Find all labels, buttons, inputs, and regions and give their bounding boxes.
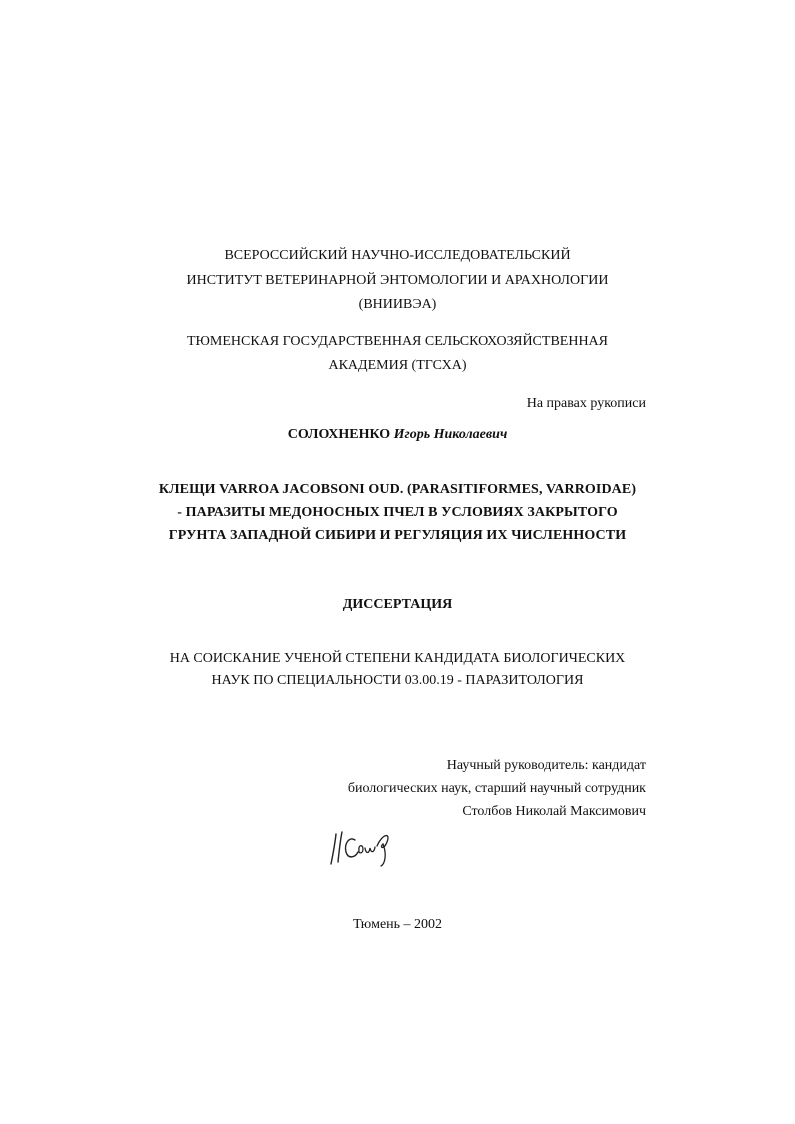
institution2-line1: ТЮМЕНСКАЯ ГОСУДАРСТВЕННАЯ СЕЛЬСКОХОЗЯЙСТВЕННАЯ bbox=[186, 334, 609, 349]
purpose-line2: НАУК ПО СПЕЦИАЛЬНОСТИ 03.00.19 - ПАРАЗИТОЛОГИЯ bbox=[211, 673, 584, 688]
institution1-line3: (ВНИИВЭА) bbox=[358, 297, 437, 312]
supervisor-line1: Научный руководитель: кандидат bbox=[446, 758, 646, 773]
purpose-line1: НА СОИСКАНИЕ УЧЕНОЙ СТЕПЕНИ КАНДИДАТА БИОЛОГИЧЕСКИХ bbox=[169, 651, 626, 666]
city-and-year: Тюмень – 2002 bbox=[352, 917, 443, 932]
title-line3: ГРУНТА ЗАПАДНОЙ СИБИРИ И РЕГУЛЯЦИЯ ИХ ЧИСЛЕННОСТИ bbox=[168, 528, 627, 543]
author-surname: СОЛОХНЕНКО bbox=[287, 427, 391, 442]
supervisor-line3: Столбов Николай Максимович bbox=[462, 804, 646, 819]
institution2-line2: АКАДЕМИЯ (ТГСХА) bbox=[328, 358, 467, 373]
document-type: ДИССЕРТАЦИЯ bbox=[342, 597, 453, 612]
title-line1: КЛЕЩИ VARROA JACOBSONI OUD. (PARASITIFORMES, VARROIDAE) bbox=[158, 482, 637, 497]
author-name bbox=[0, 426, 795, 444]
institution1-line1: ВСЕРОССИЙСКИЙ НАУЧНО-ИССЛЕДОВАТЕЛЬСКИЙ bbox=[224, 248, 571, 263]
handwritten-signature bbox=[325, 826, 395, 868]
institution1-line2: ИНСТИТУТ ВЕТЕРИНАРНОЙ ЭНТОМОЛОГИИ И АРАХНОЛОГИИ bbox=[186, 273, 609, 288]
supervisor-line2: биологических наук, старший научный сотрудник bbox=[347, 781, 646, 796]
title-line2: - ПАРАЗИТЫ МЕДОНОСНЫХ ПЧЕЛ В УСЛОВИЯХ ЗАКРЫТОГО bbox=[177, 505, 618, 520]
author-given-names: Игорь Николаевич bbox=[393, 427, 508, 442]
manuscript-rights-note: На правах рукописи bbox=[526, 396, 646, 411]
